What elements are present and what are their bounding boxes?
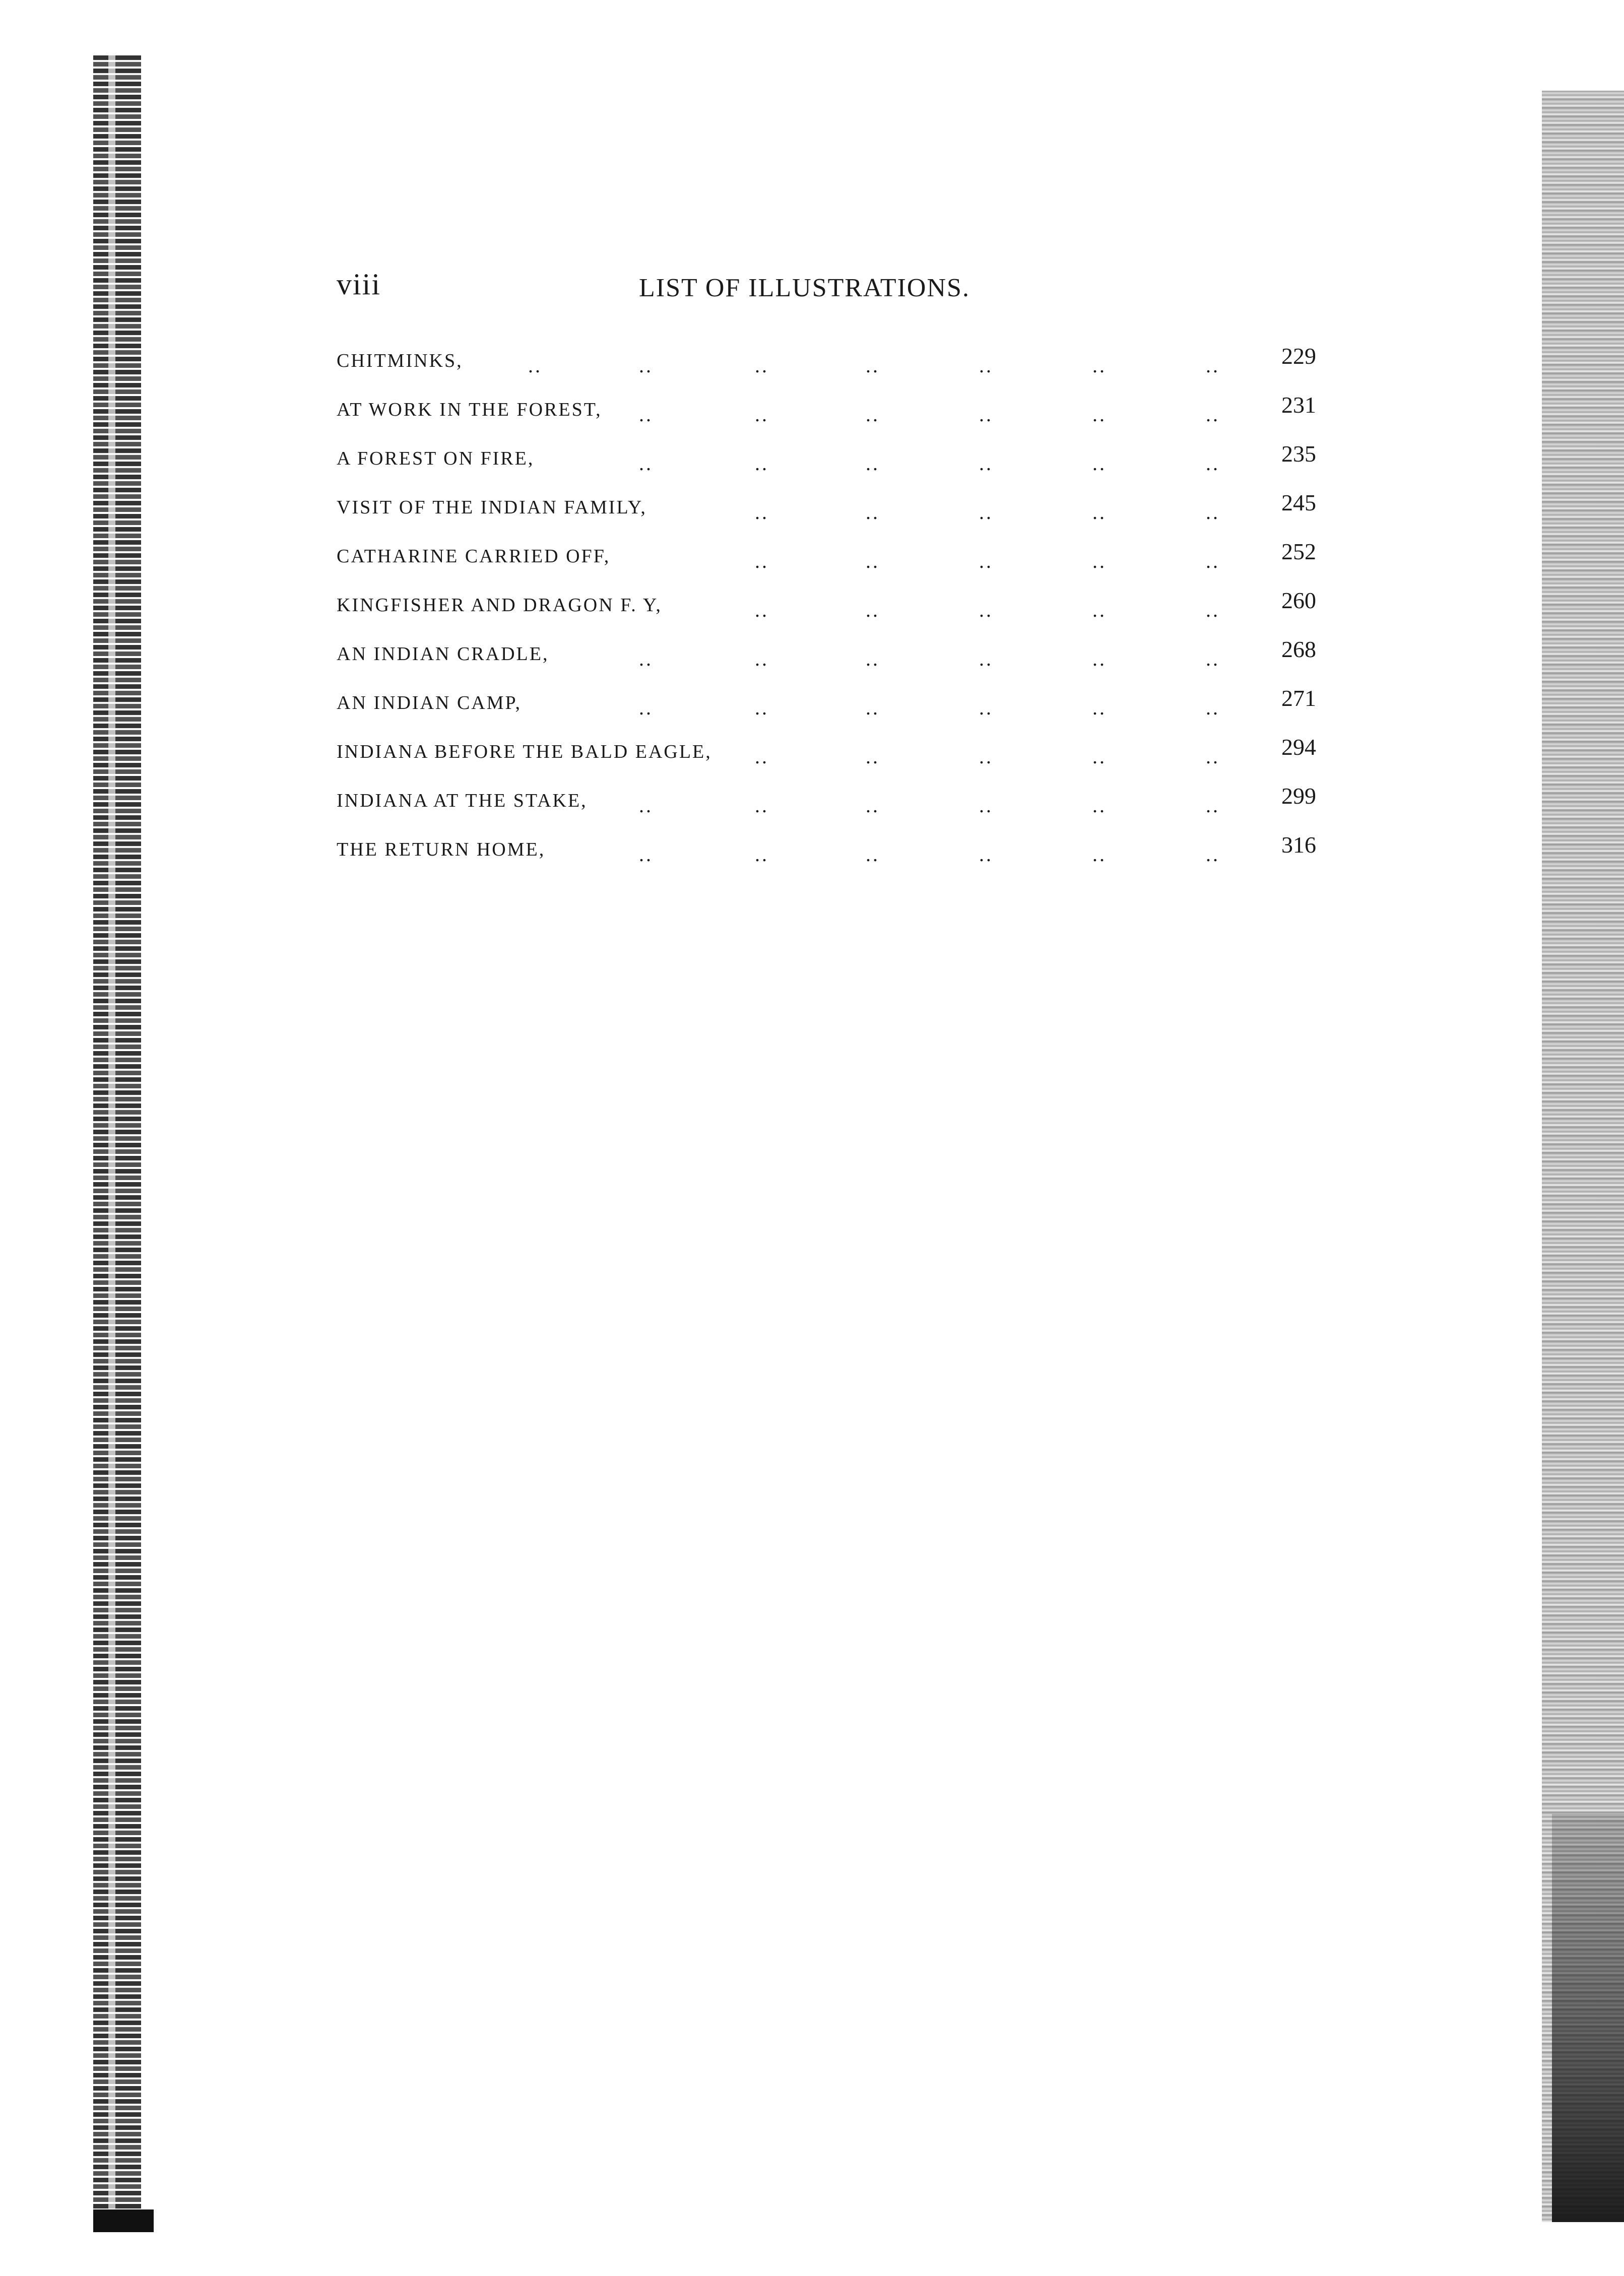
illustration-title: INDIANA BEFORE THE BALD EAGLE, [337,741,712,762]
leader-dots: .. [639,794,653,817]
leader-dots: .. [866,403,880,426]
leader-dots: .. [1092,501,1107,524]
leader-dots: .. [979,452,993,475]
illustration-title: CHITMINKS, [337,350,463,371]
illustration-title: AN INDIAN CAMP, [337,692,522,713]
leader-dots: .. [755,843,769,866]
leader-dots: .. [639,403,653,426]
leader-dots: .. [979,647,993,670]
leader-dots: .. [979,696,993,719]
leader-dots: .. [1092,452,1107,475]
scan-page-edge-shadow [1552,1814,1624,2222]
illustration-page: 316 [1281,832,1316,858]
leader-dots: .. [1092,696,1107,719]
dot-leader [337,696,1329,719]
dot-leader [337,354,1329,377]
leader-dots: .. [866,550,880,572]
list-item [337,489,1329,538]
illustration-title: CATHARINE CARRIED OFF, [337,546,611,567]
leader-dots: .. [979,794,993,817]
leader-dots: .. [979,550,993,572]
illustration-page: 245 [1281,490,1316,515]
leader-dots: .. [1206,794,1220,817]
illustration-title: INDIANA AT THE STAKE, [337,790,588,811]
illustration-page: 299 [1281,783,1316,809]
leader-dots: .. [528,354,542,377]
illustration-title: AN INDIAN CRADLE, [337,643,549,665]
leader-dots: .. [1206,354,1220,377]
leader-dots: .. [755,794,769,817]
illustration-page: 260 [1281,588,1316,613]
leader-dots: .. [979,501,993,524]
leader-dots: .. [1206,501,1220,524]
leader-dots: .. [1092,403,1107,426]
leader-dots: .. [866,843,880,866]
leader-dots: .. [1092,843,1107,866]
leader-dots: .. [1206,843,1220,866]
leader-dots: .. [639,452,653,475]
leader-dots: .. [755,403,769,426]
list-item [337,685,1329,734]
leader-dots: .. [1206,550,1220,572]
leader-dots: .. [866,501,880,524]
page-title: LIST OF ILLUSTRATIONS. [639,274,970,302]
leader-dots: .. [866,794,880,817]
leader-dots: .. [1092,550,1107,572]
leader-dots: .. [1206,599,1220,621]
list-item [337,440,1329,489]
leader-dots: .. [755,550,769,572]
illustration-title: AT WORK IN THE FOREST, [337,399,602,420]
list-item [337,783,1329,831]
dot-leader [337,842,1329,866]
leader-dots: .. [755,696,769,719]
leader-dots: .. [866,599,880,621]
list-item [337,587,1329,636]
leader-dots: .. [1206,452,1220,475]
dot-leader [337,451,1329,475]
leader-dots: .. [639,354,653,377]
dot-leader [337,403,1329,426]
leader-dots: .. [755,647,769,670]
leader-dots: .. [979,843,993,866]
leader-dots: .. [866,354,880,377]
illustration-page: 231 [1281,392,1316,418]
list-item [337,538,1329,587]
illustration-title: KINGFISHER AND DRAGON F. Y, [337,595,662,616]
leader-dots: .. [979,403,993,426]
dot-leader [337,598,1329,621]
illustration-page: 268 [1281,636,1316,662]
list-item [337,734,1329,783]
leader-dots: .. [1206,745,1220,768]
leader-dots: .. [755,354,769,377]
illustration-page: 229 [1281,343,1316,369]
list-item [337,636,1329,685]
illustration-page: 252 [1281,539,1316,564]
dot-leader [337,500,1329,524]
leader-dots: .. [866,696,880,719]
leader-dots: .. [1206,696,1220,719]
leader-dots: .. [1092,647,1107,670]
dot-leader [337,647,1329,670]
illustration-title: THE RETURN HOME, [337,839,546,860]
leader-dots: .. [1092,745,1107,768]
leader-dots: .. [866,647,880,670]
leader-dots: .. [755,501,769,524]
leader-dots: .. [639,843,653,866]
scan-binding-edge [93,55,141,2227]
leader-dots: .. [1092,794,1107,817]
illustrations-list [337,343,1329,880]
list-item [337,392,1329,440]
illustration-page: 271 [1281,685,1316,711]
dot-leader [337,794,1329,817]
leader-dots: .. [1206,403,1220,426]
leader-dots: .. [866,452,880,475]
page-number: viii [337,268,381,301]
leader-dots: .. [1206,647,1220,670]
leader-dots: .. [755,452,769,475]
leader-dots: .. [639,696,653,719]
dot-leader [337,549,1329,572]
leader-dots: .. [979,745,993,768]
leader-dots: .. [866,745,880,768]
list-item [337,343,1329,392]
leader-dots: .. [755,745,769,768]
list-item [337,831,1329,880]
leader-dots: .. [1092,354,1107,377]
leader-dots: .. [979,599,993,621]
leader-dots: .. [755,599,769,621]
illustration-page: 235 [1281,441,1316,467]
leader-dots: .. [979,354,993,377]
illustration-title: A FOREST ON FIRE, [337,448,535,469]
leader-dots: .. [639,647,653,670]
running-head [337,267,1329,312]
illustration-page: 294 [1281,734,1316,760]
illustration-title: VISIT OF THE INDIAN FAMILY, [337,497,647,518]
scan-corner-mark [93,2209,154,2232]
leader-dots: .. [1092,599,1107,621]
dot-leader [337,745,1329,768]
